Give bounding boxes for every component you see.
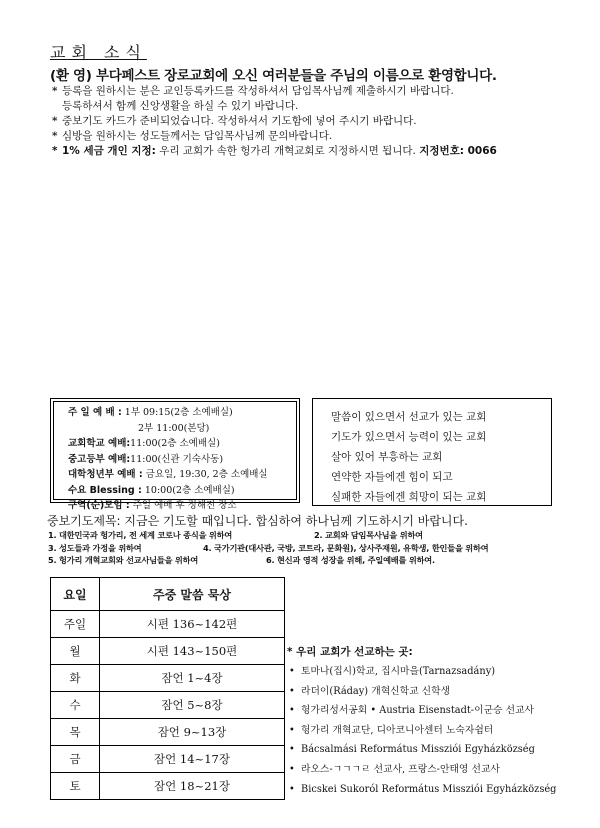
reading-cell: 잠언 14~17장 — [100, 746, 285, 773]
prayer-row — [48, 529, 423, 542]
weekly-reading-table — [50, 577, 285, 800]
bullet-icon: • — [289, 666, 295, 677]
worship-value: 2부 11:00(본당) — [138, 422, 210, 434]
worship-label: 교회학교 예배: — [68, 438, 131, 449]
notice-text: 중보기도 카드가 준비되었습니다. 작성하셔서 기도함에 넣어 주시기 바랍니다. — [62, 115, 417, 127]
prayer-row — [48, 554, 435, 567]
worship-label: 수요 Blessing : — [68, 484, 142, 496]
worship-line — [68, 405, 268, 421]
motto-line: 기도가 있으면서 능력이 있는 교회 — [331, 431, 487, 443]
notice-item — [52, 114, 592, 129]
motto-line: 연약한 자들에겐 힘이 되고 — [331, 471, 453, 483]
notice-text: 등록을 원하시는 분은 교인등록카드를 작성하셔서 담임목사님께 제출하시기 바랍니다. — [62, 85, 454, 97]
motto-line: 살아 있어 부흥하는 교회 — [331, 451, 443, 463]
worship-value: 11:00(2층 소예배실) — [130, 438, 220, 449]
prayer-item: 5. 헝가리 개혁교회와 선교사님들을 위하여 — [48, 555, 199, 565]
reading-cell: 잠언 9~13장 — [100, 719, 285, 746]
mission-text: Bácsalmási Református Missziói Egyházközség — [301, 744, 535, 756]
tax-code: 지정번호: 0066 — [419, 145, 497, 157]
mission-text: 라오스-ㄱㄱㄱㄹ 선교사, 프랑스-안태영 선교사 — [301, 763, 500, 775]
reading-cell: 시편 143~150편 — [100, 638, 285, 665]
bullet-icon: • — [289, 744, 295, 756]
prayer-item: 3. 성도들과 가정을 위하여 — [48, 542, 142, 553]
notice-item — [52, 99, 592, 114]
notice-list — [52, 84, 592, 159]
prayer-item: 4. 국가기관(대사관, 국방, 코트라, 문화원), 상사주재원, 유학생, 한인들을 위하여 — [203, 542, 489, 553]
table-header-row — [51, 578, 285, 611]
table-row — [51, 665, 285, 692]
notice-item — [52, 129, 592, 144]
page-title: 교회 소식 — [50, 43, 147, 62]
table-row — [51, 719, 285, 746]
prayer-item: 6. 현신과 영적 성장을 위해, 주일예배를 위하여. — [266, 555, 435, 565]
worship-line — [68, 467, 268, 483]
list-item — [289, 780, 556, 800]
list-item — [289, 721, 556, 741]
table-header: 요일 — [51, 578, 100, 611]
day-cell: 금 — [51, 746, 100, 773]
notice-text: 등록하셔서 함께 신앙생활을 하실 수 있기 바랍니다. — [62, 100, 299, 112]
tax-label: 1% 세금 개인 지정: — [62, 145, 156, 157]
prayer-item: 1. 대한민국과 헝가리, 전 세계 코로나 종식을 위하여 — [48, 530, 233, 540]
day-cell: 화 — [51, 665, 100, 692]
worship-label: 주 일 예 배 : — [68, 407, 122, 418]
prayer-title: 중보기도제목: 지금은 기도할 때입니다. 합심하여 하나님께 기도하시기 바랍니다. — [47, 514, 468, 528]
table-row — [51, 611, 285, 638]
list-item — [289, 701, 556, 721]
bullet-icon: • — [289, 685, 295, 697]
table-row — [51, 746, 285, 773]
prayer-item: 2. 교회와 담임목사님을 위하여 — [314, 530, 423, 540]
missions-title: * 우리 교회가 선교하는 곳: — [287, 646, 413, 658]
motto-line: 말씀이 있으면서 선교가 있는 교회 — [331, 411, 487, 423]
bullet-icon: • — [289, 724, 295, 736]
bullet: * — [52, 85, 58, 97]
worship-value: 11:00(신관 기숙사동) — [130, 453, 224, 465]
worship-schedule — [68, 405, 268, 514]
church-motto-box — [312, 398, 552, 506]
tax-text: 우리 교회가 속한 헝가리 개혁교회로 지정하시면 됩니다. — [155, 145, 420, 157]
motto-line: 실패한 자들에겐 희망이 되는 교회 — [331, 491, 487, 503]
bullet-icon: • — [289, 705, 295, 717]
missions-list — [289, 662, 556, 799]
worship-value: 주일 예배 후 정해진 장소 — [129, 500, 237, 511]
reading-cell: 잠언 18~21장 — [100, 773, 285, 800]
list-item — [289, 740, 556, 760]
worship-inner-border — [53, 401, 297, 511]
worship-line — [68, 421, 268, 437]
bullet: * — [52, 115, 58, 127]
notice-item — [52, 84, 592, 99]
table-row — [51, 638, 285, 665]
worship-line — [68, 452, 268, 468]
reading-cell: 시편 136~142편 — [100, 611, 285, 638]
mission-text: 토마나(집시)학교, 집시마을(Tarnazsadány) — [301, 666, 496, 677]
bullet: * — [52, 130, 58, 142]
worship-value: 금요일, 19:30, 2층 소예배실 — [142, 469, 268, 480]
day-cell: 주일 — [51, 611, 100, 638]
reading-cell: 잠언 1~4장 — [100, 665, 285, 692]
day-cell: 월 — [51, 638, 100, 665]
church-motto — [331, 407, 486, 507]
list-item — [289, 662, 556, 682]
worship-value: 10:00(2층 소예배실) — [141, 484, 235, 496]
table-row — [51, 773, 285, 800]
prayer-row — [48, 542, 489, 555]
worship-line — [68, 436, 268, 452]
day-cell: 목 — [51, 719, 100, 746]
worship-label: 구역(순)모임 : — [68, 500, 130, 511]
worship-label: 중고등부 예배: — [68, 453, 131, 465]
welcome-message: (환 영) 부다페스트 장로교회에 오신 여러분들을 주님의 이름으로 환영합니다. — [50, 68, 497, 84]
day-cell: 토 — [51, 773, 100, 800]
bullet-icon: • — [289, 763, 295, 775]
worship-schedule-box — [50, 398, 300, 511]
notice-text: 심방을 원하시는 성도들께서는 담임목사님께 문의바랍니다. — [62, 130, 333, 142]
table-row — [51, 692, 285, 719]
mission-text: 헝가리 개혁교단, 디아코니아센터 노숙자쉼터 — [301, 724, 494, 736]
list-item — [289, 682, 556, 702]
mission-text: 헝가리성서공회 • Austria Eisenstadt-이군승 선교사 — [301, 705, 535, 717]
tax-notice — [52, 144, 592, 159]
prayer-items — [48, 529, 489, 567]
bullet: * — [52, 145, 58, 157]
worship-label: 대학청년부 예배 : — [68, 469, 143, 480]
mission-text: Bicskei Sukoról Református Missziói Egyházközség — [301, 783, 557, 795]
worship-line — [68, 483, 268, 499]
day-cell: 수 — [51, 692, 100, 719]
bullet-icon: • — [289, 783, 295, 795]
worship-value: 1부 09:15(2층 소예배실) — [121, 407, 233, 418]
mission-text: 라더이(Ráday) 개혁신학교 신학생 — [301, 685, 451, 697]
list-item — [289, 760, 556, 780]
reading-cell: 잠언 5~8장 — [100, 692, 285, 719]
table-header: 주중 말씀 묵상 — [100, 578, 285, 611]
